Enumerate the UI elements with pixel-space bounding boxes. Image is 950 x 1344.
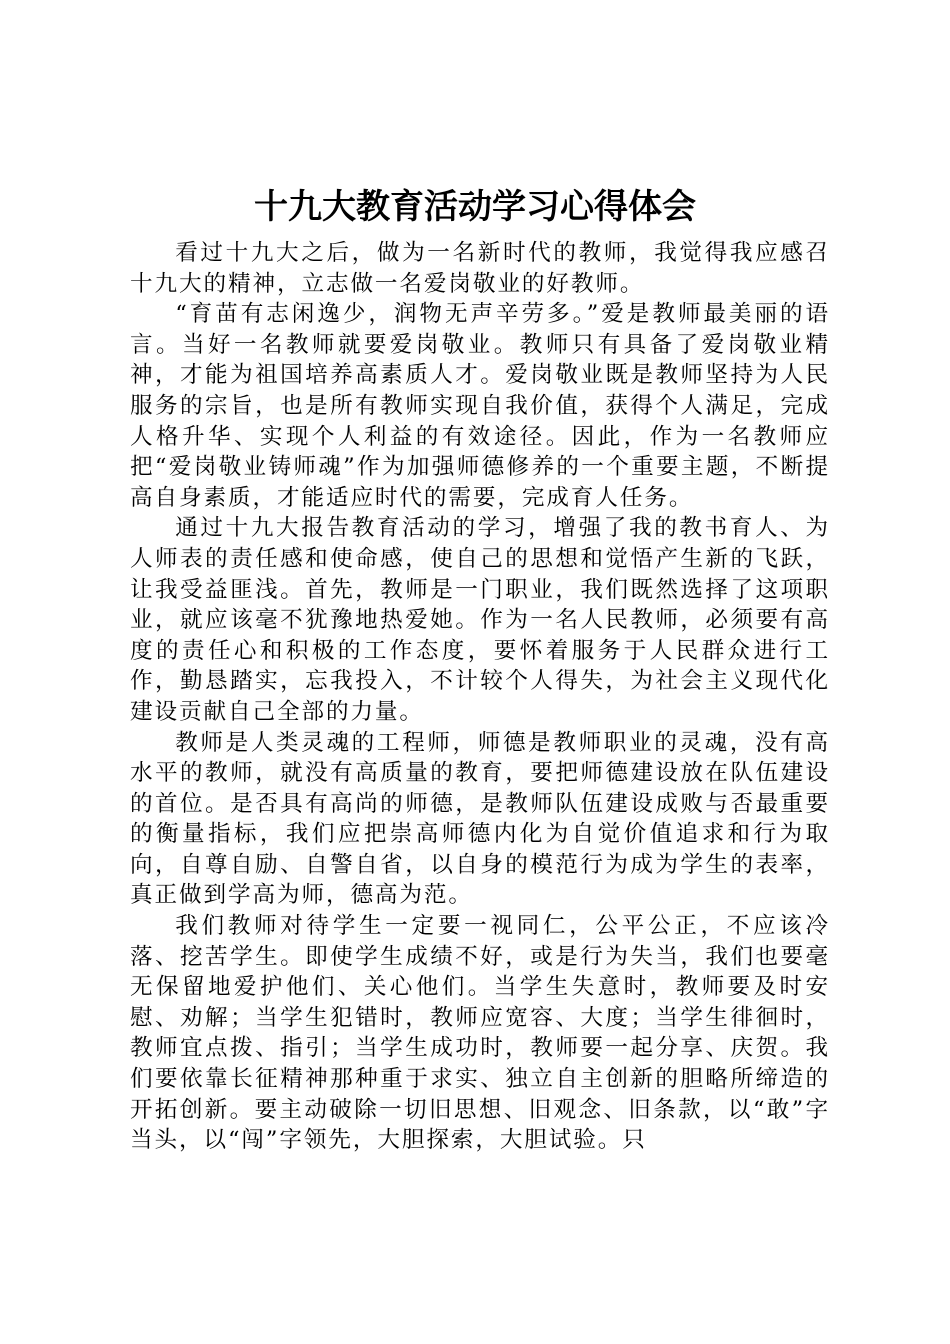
document-title: 十九大教育活动学习心得体会 bbox=[254, 187, 696, 227]
paragraph: “育苗有志闲逸少，润物无声辛劳多。”爱是教师最美丽的语言。当好一名教师就要爱岗敬业。教师只有具备了爱岗敬业精神，才能为祖国培养高素质人才。爱岗敬业既是教师坚持为人民服务的宗旨，也是所有教师实现自我价值，获得个人满足，完成人格升华、实现个人利益的有效途径。因此，作为一名教师应把“爱岗敬业铸师魂”作为加强师德修养的一个重要主题，不断提高自身素质，才能适应时代的需要，完成育人任务。 bbox=[130, 301, 830, 511]
paragraph: 我们教师对待学生一定要一视同仁，公平公正，不应该冷落、挖苦学生。即使学生成绩不好，或是行为失当，我们也要毫无保留地爱护他们、关心他们。当学生失意时，教师要及时安慰、劝解；当学生犯错时，教师应宽容、大度；当学生徘徊时，教师宜点拨、指引；当学生成功时，教师要一起分享、庆贺。我们要依靠长征精神那种重于求实、独立自主创新的胆略所缔造的开拓创新。要主动破除一切旧思想、旧观念、旧条款，以“敢”字当头，以“闯”字领先，大胆探索，大胆试验。只 bbox=[130, 913, 830, 1154]
document-body bbox=[130, 238, 830, 1156]
paragraph: 通过十九大报告教育活动的学习，增强了我的教书育人、为人师表的责任感和使命感，使自己的思想和觉悟产生新的飞跃，让我受益匪浅。首先，教师是一门职业，我们既然选择了这项职业，就应该毫不犹豫地热爱她。作为一名人民教师，必须要有高度的责任心和积极的工作态度，要怀着服务于人民群众进行工作，勤恳踏实，忘我投入，不计较个人得失，为社会主义现代化建设贡献自己全部的力量。 bbox=[130, 515, 830, 725]
paragraph: 教师是人类灵魂的工程师，师德是教师职业的灵魂，没有高水平的教师，就没有高质量的教育，要把师德建设放在队伍建设的首位。是否具有高尚的师德，是教师队伍建设成败与否最重要的衡量指标，我们应把崇高师德内化为自觉价值追求和行为取向，自尊自励、自警自省，以自身的模范行为成为学生的表率，真正做到学高为师，德高为范。 bbox=[130, 729, 830, 909]
paragraph: 看过十九大之后，做为一名新时代的教师，我觉得我应感召十九大的精神，立志做一名爱岗敬业的好教师。 bbox=[130, 240, 830, 297]
